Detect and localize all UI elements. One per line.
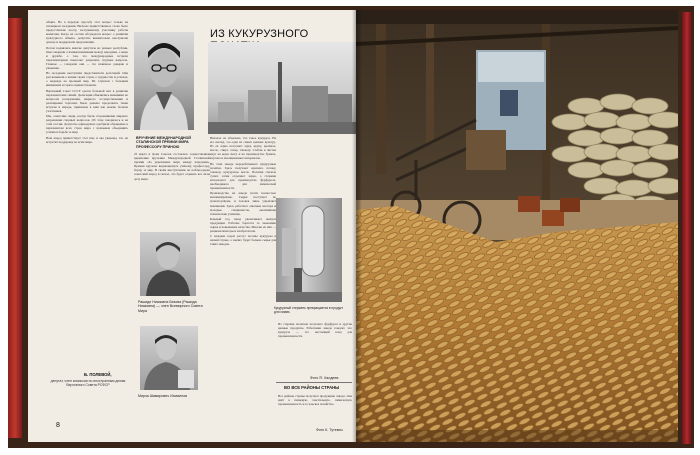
right-page-photo: [356, 10, 678, 442]
photo-credit-1: Фото Я. Халдеев.: [310, 376, 340, 380]
lab-photo-caption: Кукурузный стержень превращается в продукт для химии.: [274, 306, 344, 315]
lower-section-heading: ВО ВСЕ РАЙОНЫ СТРАНЫ: [284, 385, 340, 390]
article-heading: ИЗ КУКУРУЗНОГО: [210, 28, 309, 40]
portrait-photo-woman: [140, 232, 196, 296]
book-cover-right-edge: [682, 12, 692, 444]
award-caption: ВРУЧЕНИЕ МЕЖДУНАРОДНОЙ СТАЛИНСКОЙ ПРЕМИИ МИРА ПРОФЕССОРУ ПРИНОЮ: [136, 136, 191, 149]
section-divider: [276, 382, 352, 383]
portrait-photo-scientist: [140, 326, 198, 390]
lab-equipment-photo: [276, 198, 342, 302]
left-page: [28, 10, 356, 442]
portrait-caption-2: Мирза Шамирович Исмаилов: [138, 394, 188, 398]
author-signature: Б. ПОЛЕВОЙ,: [84, 372, 112, 377]
text-column-1: общих. Но я передаю просьбу этот вопрос только на пленарном заседании. Вначале приветственное слово было предоставлено послу, заслуженному участнику работы комиссии. Когда на сессии обсуждался вопрос о развитии культурного обмена, депутаты внимательно выслушали доклад и поддержали предложения. Потом поднялись многие депутаты из разных республик. Они говорили о взаимопонимании между народами, о мире и дружбе, о том, что международные встречи парламентариев помогают разрешать трудные вопросы. Главное — говорили они — это взаимное доверие и уважение. На заседании выступили представители делегаций. Они рассказывали о жизни своих стран, о трудностях и успехах, о надежде на прочный мир. Их слушали с большим вниманием и горячо приветствовали. Верховный Совет СССР сделал большой шаг в развитии парламентских связей. Делегации обменялись мнениями по вопросам разоружения, мирного сосуществования и расширения торговли. Было решено продолжать такие встречи и впредь, привлекая к ним как можно больше участников. Мы, советские люди, всегда были сторонниками мирного разрешения спорных вопросов. Об этом говорилось и на этой сессии. Депутаты единодушно одобрили обращение к парламентам всех стран мира с призывом объединить усилия в борьбе за мир. Наш народ приветствует этот шаг, и мы уверены, что он встретит поддержку во всём мире.: [46, 20, 128, 144]
book-gutter: [352, 10, 362, 442]
text-column-5: Все районы страны получают продукцию завода. Она идёт в пищевую, текстильную, химическую промышленность и в сельское хозяйство.: [278, 394, 352, 407]
text-column-4: Из стержня початков получают фурфурол и другие ценные продукты. Работники завода говорят, что кукуруза — это настоящий клад для промышленности.: [278, 322, 352, 339]
text-column-3: Вначале он объяснил, что такое кукуруза. На его взгляд, это одна из самых ценных культур. Из её зерна получают муку, крупу, крахмал, масло, спирт, сахар, глюкозу. Стебли и листья идут на корм скоту и на производство бумаги, картона и изоляционных материалов. На этом заводе перерабатывают кукурузные початки. Здесь получают крахмал, патоку, глюкозу, кукурузное масло. Початки сначала сушат, затем отделяют зерно, а стержни используют для производства фурфурола, необходимого для химической промышленности. Производство на заводе почти полностью механизировано. Сырьё поступает по транспортёрам, и человек лишь управляет машинами. Здесь работают опытные мастера и молодые специалисты, окончившие технические училища. Каждый год завод увеличивает выпуск продукции. Рабочие борются за экономию сырья и повышение качества. Многие из них — рационализаторы и изобретатели. С каждым годом растут посевы кукурузы в нашей стране, а значит, будет больше сырья для таких заводов.: [210, 136, 276, 247]
text-column-2: 25 марта в Доме Союзов состоялась торжественная церемония вручения Международной Сталинской премии «За укрепление мира между народами». Премия вручена выдающемуся учёному, профессору, борцу за мир. В своём выступлении он поблагодарил советский народ и сказал, что будет отдавать все силы делу мира.: [134, 152, 210, 181]
portrait-photo-man: [134, 32, 194, 130]
photo-credit-2: Фото К. Тутевич.: [316, 428, 344, 432]
book-cover-left-edge: [8, 18, 22, 438]
page-number: 8: [56, 422, 60, 429]
author-title: депутат, член комиссии по иностранным делам Верховного Совета РСФСР: [50, 379, 126, 387]
factory-photo: [208, 42, 356, 134]
portrait-caption-1: Рашиде Ниазовна Бекова (Рашида Ниязовна) — член Всемирного Совета Мира: [138, 300, 203, 313]
